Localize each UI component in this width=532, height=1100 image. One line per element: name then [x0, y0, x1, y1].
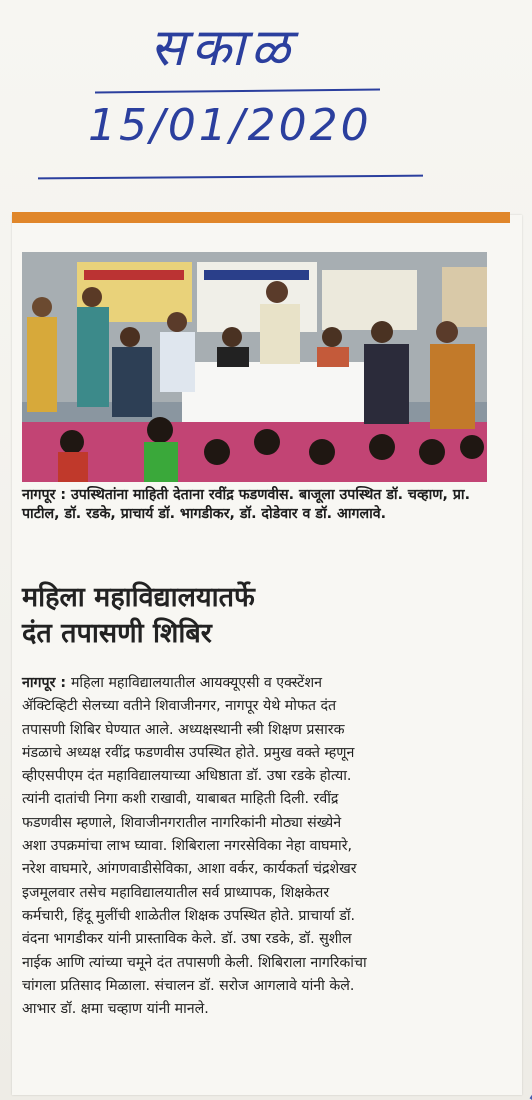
dateline: नागपूर :	[22, 675, 71, 691]
body-line: कर्मचारी, हिंदू मुलींची शाळेतील शिक्षक उपस्थित होते. प्राचार्या डॉ.	[22, 907, 356, 924]
body-line: ॲक्टिव्हिटी सेलच्या वतीने शिवाजीनगर, नागपूर येथे मोफत दंत	[22, 698, 337, 715]
headline-line: दंत तपासणी शिबिर	[22, 618, 212, 649]
body-line: मंडळाचे अध्यक्ष रवींद्र फडणवीस उपस्थित होते. प्रमुख वक्ते म्हणून	[22, 744, 355, 761]
body-line: त्यांनी दातांची निगा कशी राखावी, याबाबत माहिती दिली. रवींद्र	[22, 791, 339, 808]
article-body	[22, 672, 507, 1021]
body-line: चांगला प्रतिसाद मिळाला. संचालन डॉ. सरोज आगलावे यांनी केले.	[22, 977, 355, 994]
article-headline	[22, 580, 502, 652]
body-line: आभार डॉ. क्षमा चव्हाण यांनी मानले.	[22, 1001, 209, 1018]
photo-caption: नागपूर : उपस्थितांना माहिती देताना रवींद्र फडणवीस. बाजूला उपस्थित डॉ. चव्हाण, प्रा. पाटील, डॉ. रडके, प्राचार्य डॉ. भागडीकर, डॉ. दोडेवार व डॉ. आगलावे.	[22, 487, 470, 522]
body-line: व्हीएसपीएम दंत महाविद्यालयाच्या अधिष्ठाता डॉ. उषा रडके होत्या.	[22, 768, 352, 785]
handwritten-newspaper-name: सकाळ	[150, 18, 297, 78]
body-text: महिला महाविद्यालयातील आयक्यूएसी व एक्स्टेंशन	[70, 675, 322, 691]
header-rule	[12, 212, 510, 223]
news-photo	[22, 252, 487, 482]
body-line	[22, 672, 507, 695]
handwritten-date: 15/01/2020	[88, 100, 372, 151]
body-line: नाईक आणि त्यांच्या चमूने दंत तपासणी केली. शिबिराला नागरिकांचा	[22, 954, 367, 971]
body-line: फडणवीस म्हणाले, शिवाजीनगरातील नागरिकांनी मोठ्या संख्येने	[22, 814, 342, 831]
body-line: वंदना भागडीकर यांनी प्रास्ताविक केले. डॉ. उषा रडके, डॉ. सुशील	[22, 931, 352, 948]
body-line: नरेश वाघमारे, आंगणवाडीसेविका, आशा वर्कर, कार्यकर्ता चंद्रशेखर	[22, 861, 357, 878]
body-line: तपासणी शिबिर घेण्यात आले. अध्यक्षस्थानी स्त्री शिक्षण प्रसारक	[22, 721, 345, 738]
event-photo-illustration	[22, 252, 487, 482]
headline-line: महिला महाविद्यालयातर्फे	[22, 582, 255, 613]
body-line: इजमूलवार तसेच महाविद्यालयातील सर्व प्राध्यापक, शिक्षकेतर	[22, 884, 330, 901]
body-line: अशा उपक्रमांचा लाभ घ्यावा. शिबिराला नगरसेविका नेहा वाघमारे,	[22, 838, 353, 855]
